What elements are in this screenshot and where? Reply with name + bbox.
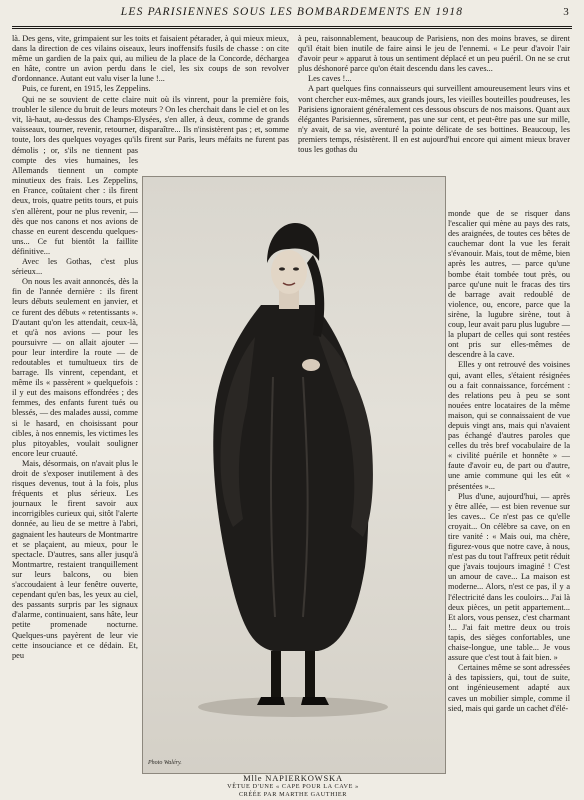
paragraph: Elles y ont retrouvé des voisines qui, avant elles, s'étaient résignées ou a fait connaissance, forcément : des relations peu à peu se sont nouées entre locataires de la même maison, qui se connaissaient de vue depuis vingt ans, mais qui n'avaient pas échangé d'autres paroles que celles du très bref vocabulaire de la « civilité puérile et honnête » — faute d'avoir eu, de part ou d'autre, une amie commune qui les eût « présentées »... — [448, 360, 570, 491]
left-column-top — [12, 34, 289, 146]
paragraph: Mais, désormais, on n'avait plus le droit de s'exposer inutilement à des risques devenus, tout à la fois, plus fréquents et plus sérieux. Les journaux le firent savoir aux incorrigibles curieux qui, sitôt l'alerte donnée, au lieu de se mettre à l'abri, gagnaient les hauteurs de Montmartre et se plaçaient, au mieux, pour le spectacle. D'autres, sans aller jusqu'à Montmartre, restaient tranquillement sur leurs balcons, ou bien s'accoudaient à leur fenêtre ouverte, cependant qu'en bas, les yeux au ciel, des passants surpris par les signaux d'alarme, continuaient, sans hâte, leur petite promenade nocturne. Quelques-uns payèrent de leur vie cette insouciance et ce dédain. Et, peu — [12, 458, 138, 660]
paragraph: A part quelques fins connaisseurs qui surveillent amoureusement leurs vins et vont chercher eux-mêmes, aux grands jours, les vieilles bouteilles poudreuses, les Parisiens ignoraient généralement ces dessous obscurs de nos maisons. Quant aux élégantes Parisiennes, sûrement, pas une sur cent, et peut-être pas une sur mille, n'y avait, de sa vie, aventuré la pointe délicate de ses bottines. Beaucoup, les premiers temps, résistèrent. Il en est aujourd'hui encore qui aiment mieux braver tous les gothas du — [298, 84, 570, 155]
section-heading: Les caves !... — [308, 74, 352, 84]
woman-in-cape-illustration — [143, 177, 445, 773]
page-number: 3 — [563, 6, 570, 18]
header-title: LES PARISIENNES SOUS LES BOMBARDEMENTS EN 1918 — [120, 6, 464, 18]
paragraph: là. Des gens, vite, grimpaient sur les toits et faisaient pétarader, à qui mieux mieux, dans la direction de ces vilains oiseaux, leurs inoffensifs fusils de chasse : on cite même un gardien de la paix qui, au milieu de la place de la Concorde, déchargea en hâte, contre un avion perdu dans le ciel, les six coups de son revolver d'ordonnance. Autant eut valu viser la lune !... — [12, 34, 289, 84]
photo-caption — [142, 774, 444, 798]
caption-line-1: VÊTUE D'UNE « CAPE POUR LA CAVE » — [227, 783, 359, 790]
caption-line-2: CRÉÉE PAR MARTHE GAUTHIER — [238, 790, 348, 798]
paragraph: Certaines même se sont adressées à des tapissiers, qui, tout de suite, ont ingénieusement adapté aux caves un mobilier simple, comme il sied, mais qui garde un cachet d'élé- — [448, 663, 570, 713]
portrait-photo — [142, 176, 446, 774]
photo-credit: Photo Waléry. — [148, 760, 182, 766]
right-column-narrow — [448, 209, 570, 794]
paragraph: Puis, ce furent, en 1915, les Zeppelins. — [22, 84, 151, 94]
running-header — [0, 6, 584, 26]
left-column-narrow — [12, 146, 138, 794]
paragraph: Qui ne se souvient de cette claire nuit où ils vinrent, pour la première fois, troubler le silence du bruit de leurs moteurs ? On les cherchait dans le ciel et on les vit, là-haut, au-dessus des Champs-Elysées, s'en aller, à deux, comme de grands vaisseaux, tourner, revenir, retourner, disparaître... Ils n'insistèrent pas ; et, somme toute, lors des quelques voyages qu'ils firent sur Paris, leurs méfaits ne furent pas — [12, 94, 289, 144]
paragraph: démolis ; or, s'ils ne tiennent pas compte des vies humaines, les Allemands tiennent un compte minutieux des frais. Les Zeppelins, en France, coûtaient cher : ils firent deux, trois, quatre petits tours, et puis s'en allèrent, pour ne plus revenir, — dès que nos canons et nos avions de chasse en eurent descendu quelques-uns... Ce fut bientôt la faillite définitive... — [12, 146, 138, 256]
paragraph: monde que de se risquer dans l'escalier qui mène au pays des rats, des araignées, de toutes ces bêtes de cauchemar dont la vue les ferait s'évanouir. Mais, tout de même, bien après les autres, — parce qu'une bombe était tombée tout près, ou parce qu'une nuit le fracas des tirs de barrage avait redoublé de violence, ou, encore, parce que la sirène, la lugubre sirène, tout à coup, leur avait paru plus lugubre — la plupart de celles qui sont restées ont pris sur elles-mêmes de descendre à la cave. — [448, 209, 570, 360]
header-rule — [12, 26, 572, 27]
header-rule-thin — [12, 28, 572, 29]
paragraph: Plus d'une, aujourd'hui, — après y être allée, — est bien revenue sur les caves... Ce n'est pas ce qu'elle croyait... On célèbre sa cave, on en tire vanité : « Mais oui, ma chère, figurez-vous que notre cave, à nous, n'est pas du tout l'affreux petit réduit que j'avais toujours imaginé ! C'est un amour de cave... La maison est moderne... Alors, n'est ce pas, il y a l'électricité dans les couloirs... J'ai là deux pièces, un petit appartement... Et alors, vous pensez, c'est charmant !... J'ai fait mettre deux ou trois tapis, des sièges confortables, une chaise-longue, une table... Je vous assure que c'est tout à fait bien. » — [448, 491, 570, 663]
caption-name: Mlle NAPIERKOWSKA — [243, 773, 343, 783]
paragraph: Avec les Gothas, c'est plus sérieux... — [12, 257, 138, 277]
paragraph: On nous les avait annoncés, dès la fin de l'année dernière : ils firent leurs débuts seulement en janvier, et ce furent des débuts « retentissants ». D'autant qu'on les attendait, ceux-là, et qu'à nos avions — pour les poursuivre — on allait ajouter — pour leur interdire la route — de redoutables et tumultueux tirs de barrage. Ils vinrent, cependant, et même ils « passèrent » quelquefois : il y eut des maisons effondrées ; des femmes, des enfants furent tués ou blessés, — des malades aussi, comme si le hasard, en choisissant pour cibles, à nos ennemis, les victimes les plus pitoyables, voulait souligner encore leur cruauté. — [12, 277, 138, 458]
paragraph: à peu, raisonnablement, beaucoup de Parisiens, non des moins braves, se dirent qu'il était bien inutile de faire ainsi le jeu de l'ennemi. « Le peur d'avoir l'air d'avoir peur » apparut à tous un sentiment déplacé et un peu puéril. On ne se crut plus déshonoré parce qu'on était descendu dans les caves... — [298, 34, 570, 74]
